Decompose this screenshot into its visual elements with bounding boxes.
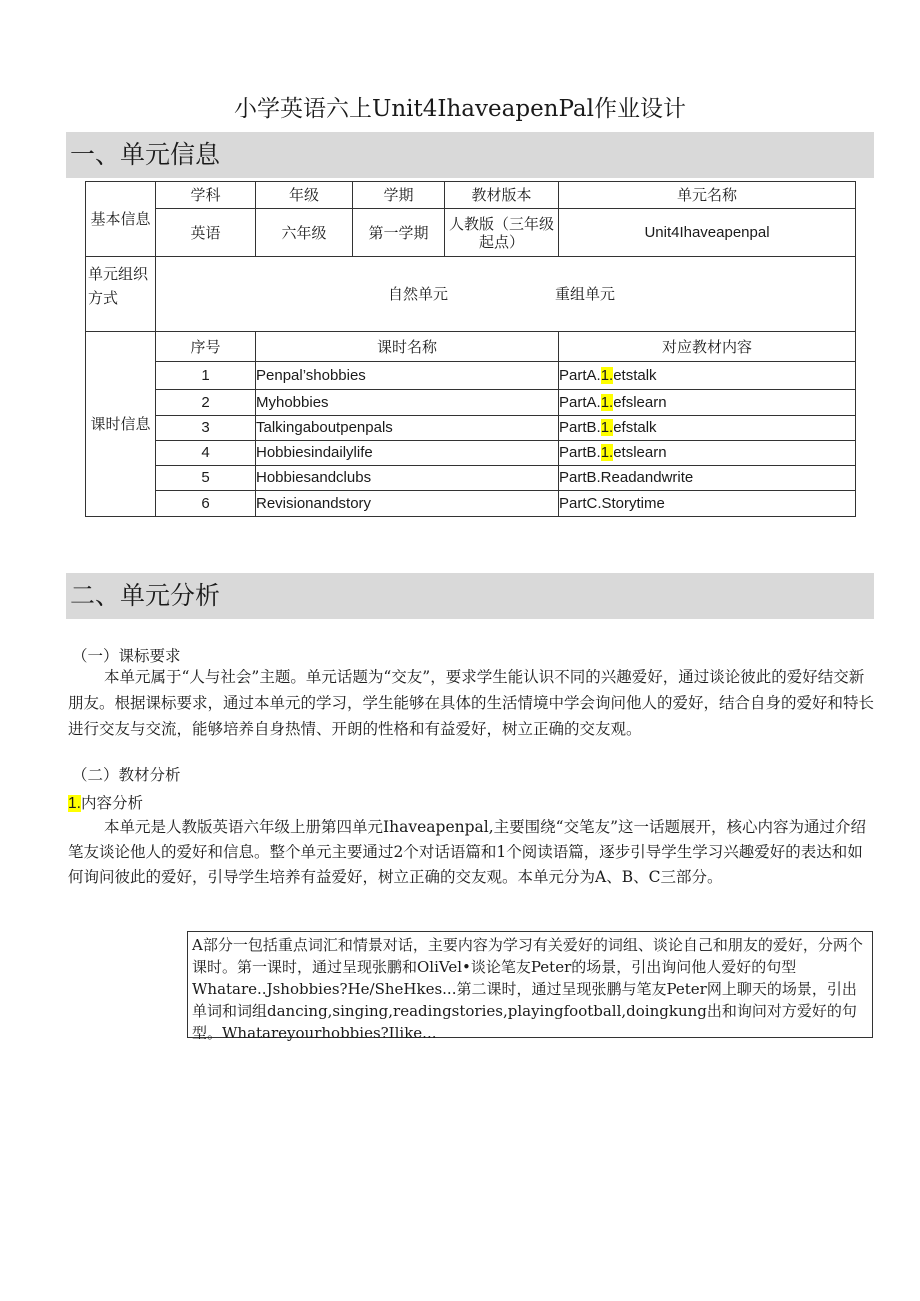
lesson-no: 4 bbox=[156, 441, 256, 466]
header-subject: 学科 bbox=[156, 182, 256, 209]
content-analysis-title: 内容分析 bbox=[80, 794, 143, 812]
organize-option-natural: 自然单元 bbox=[388, 285, 449, 303]
lesson-content bbox=[559, 441, 856, 466]
value-edition: 人教版（三年级起点） bbox=[445, 209, 559, 257]
lesson-content bbox=[559, 416, 856, 441]
lesson-name: Penpal’shobbies bbox=[256, 362, 559, 390]
header-edition: 教材版本 bbox=[445, 182, 559, 209]
content-part: PartA. bbox=[559, 393, 601, 411]
lesson-no: 5 bbox=[156, 466, 256, 491]
lesson-name: Talkingaboutpenpals bbox=[256, 416, 559, 441]
table-row bbox=[86, 491, 856, 517]
lesson-content bbox=[559, 491, 856, 517]
content-part: PartB. bbox=[559, 444, 601, 461]
content-highlight: 1. bbox=[600, 419, 614, 436]
content-highlight: 1. bbox=[600, 366, 614, 384]
header-no: 序号 bbox=[156, 332, 256, 362]
curriculum-paragraph: 本单元属于“人与社会”主题。单元话题为“交友”，要求学生能认识不同的兴趣爱好，通过谈论彼此的爱好结交新朋友。根据课标要求，通过本单元的学习，学生能够在具体的生活情境中学会询问他人的爱好，结合自身的爱好和特长进行交友与交流，能够培养自身热情、开朗的性格和有益爱好，树立正确的交友观。 bbox=[68, 668, 875, 738]
lessons-label: 课时信息 bbox=[86, 332, 156, 517]
content-rest: etstalk bbox=[613, 366, 657, 384]
lesson-content bbox=[559, 362, 856, 390]
lesson-name: Myhobbies bbox=[256, 390, 559, 416]
lesson-no: 3 bbox=[156, 416, 256, 441]
content-rest: efslearn bbox=[613, 393, 667, 411]
lesson-name: Hobbiesindailylife bbox=[256, 441, 559, 466]
value-grade: 六年级 bbox=[256, 209, 353, 257]
material-heading: （二）教材分析 bbox=[72, 766, 181, 784]
content-analysis-number: 1. bbox=[68, 795, 81, 812]
section-heading-unit-info: 一、单元信息 bbox=[66, 132, 874, 178]
material-paragraph: 本单元是人教版英语六年级上册第四单元Ihaveapenpal,主要围绕“交笔友”这一话题展开，核心内容为通过介绍笔友谈论他人的爱好和信息。整个单元主要通过2个对话语篇和1个阅读语篇，逐步引导学生学习兴趣爱好的表达和如何询问彼此的爱好，引导学生培养有益爱好，树立正确的交友观。本单元分为A、B、C三部分。 bbox=[68, 818, 866, 886]
value-subject: 英语 bbox=[156, 209, 256, 257]
header-term: 学期 bbox=[353, 182, 445, 209]
content-analysis-heading bbox=[68, 791, 143, 813]
header-lesson-name: 课时名称 bbox=[256, 332, 559, 362]
lesson-no: 2 bbox=[156, 390, 256, 416]
table-row bbox=[86, 416, 856, 441]
organize-label: 单元组织方式 bbox=[86, 257, 156, 332]
table-row bbox=[86, 390, 856, 416]
basic-info-label: 基本信息 bbox=[86, 182, 156, 257]
curriculum-heading: （一）课标要求 bbox=[72, 647, 181, 665]
part-a-box: A部分一包括重点词汇和情景对话，主要内容为学习有关爱好的词组、谈论自己和朋友的爱好，分两个课时。第一课时，通过呈现张鹏和OliVel•谈论笔友Peter的场景，引出询问他人爱好的句型Whatare..Jshobbies?He/SheHkes...第二课时，通过呈现张鹏与笔友Peter网上聊天的场景，引出单词和词组dancing,singing,readingstories,playingfootball,doingkung出和询问对方爱好的句型。Whatareyourhobbies?Ilike... bbox=[187, 931, 873, 1038]
content-part: PartC.Storytime bbox=[559, 494, 665, 512]
page-title: 小学英语六上Unit4IhaveapenPal作业设计 bbox=[233, 96, 686, 122]
table-row bbox=[86, 441, 856, 466]
content-rest: etslearn bbox=[613, 444, 667, 461]
lesson-name: Hobbiesandclubs bbox=[256, 466, 559, 491]
header-unit-name: 单元名称 bbox=[559, 182, 856, 209]
content-part: PartA. bbox=[559, 366, 601, 384]
value-unit-name: Unit4Ihaveapenpal bbox=[559, 209, 856, 257]
lesson-no: 1 bbox=[156, 362, 256, 390]
lesson-name: Revisionandstory bbox=[256, 491, 559, 517]
section-heading-unit-analysis: 二、单元分析 bbox=[66, 573, 874, 619]
organize-option-regrouped: 重组单元 bbox=[555, 285, 616, 303]
header-content: 对应教材内容 bbox=[559, 332, 856, 362]
content-part: PartB.Readandwrite bbox=[559, 469, 694, 486]
lesson-content bbox=[559, 390, 856, 416]
content-part: PartB. bbox=[559, 419, 601, 436]
lesson-content bbox=[559, 466, 856, 491]
value-term: 第一学期 bbox=[353, 209, 445, 257]
table-row bbox=[86, 362, 856, 390]
content-highlight: 1. bbox=[600, 444, 614, 461]
table-row bbox=[86, 466, 856, 491]
header-grade: 年级 bbox=[256, 182, 353, 209]
organize-options bbox=[156, 257, 856, 332]
content-highlight: 1. bbox=[600, 393, 614, 411]
unit-info-table bbox=[85, 181, 856, 517]
content-rest: efstalk bbox=[613, 419, 657, 436]
lesson-no: 6 bbox=[156, 491, 256, 517]
